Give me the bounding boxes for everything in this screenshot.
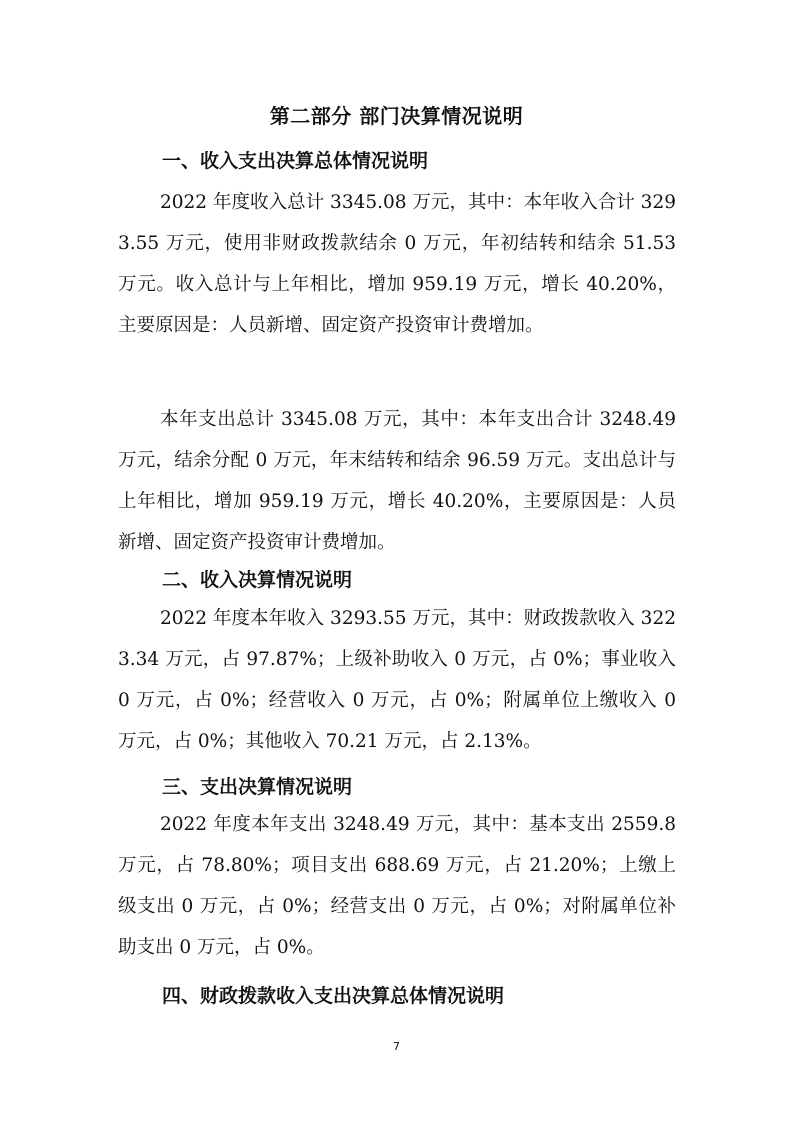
- paragraph-income-summary: 2022 年度收入总计 3345.08 万元，其中：本年收入合计 3293.55 万元，使用非财政拨款结余 0 万元，年初结转和结余 51.53 万元。收入总计与上年相比，增加 959.19 万元，增长 40.20%，主要原因是：人员新增、固定资产投资审计费增加。: [118, 192, 676, 336]
- section-heading-1: 一、收入支出决算总体情况说明: [162, 150, 429, 172]
- paragraph-expense-summary: 本年支出总计 3345.08 万元，其中：本年支出合计 3248.49 万元，结余分配 0 万元，年末结转和结余 96.59 万元。支出总计与上年相比，增加 959.19 万元，增长 40.20%，主要原因是：人员新增、固定资产投资审计费增加。: [118, 409, 676, 553]
- page-title: 第二部分 部门决算情况说明: [269, 104, 524, 128]
- section-heading-4: 四、财政拨款收入支出决算总体情况说明: [162, 985, 505, 1007]
- page-number: 7: [393, 1040, 400, 1053]
- section-heading-3: 三、支出决算情况说明: [162, 776, 353, 798]
- section-heading-2: 二、收入决算情况说明: [162, 569, 353, 591]
- paragraph-income-detail: 2022 年度本年收入 3293.55 万元，其中：财政拨款收入 3223.34 万元，占 97.87%；上级补助收入 0 万元，占 0%；事业收入 0 万元，占 0%；经营收入 0 万元，占 0%；附属单位上缴收入 0 万元，占 0%；其他收入 70.21 万元，占 2.13%。: [118, 608, 676, 752]
- paragraph-expense-detail: 2022 年度本年支出 3248.49 万元，其中：基本支出 2559.8 万元，占 78.80%；项目支出 688.69 万元，占 21.20%；上缴上级支出 0 万元，占 0%；经营支出 0 万元，占 0%；对附属单位补助支出 0 万元，占 0%。: [118, 814, 676, 958]
